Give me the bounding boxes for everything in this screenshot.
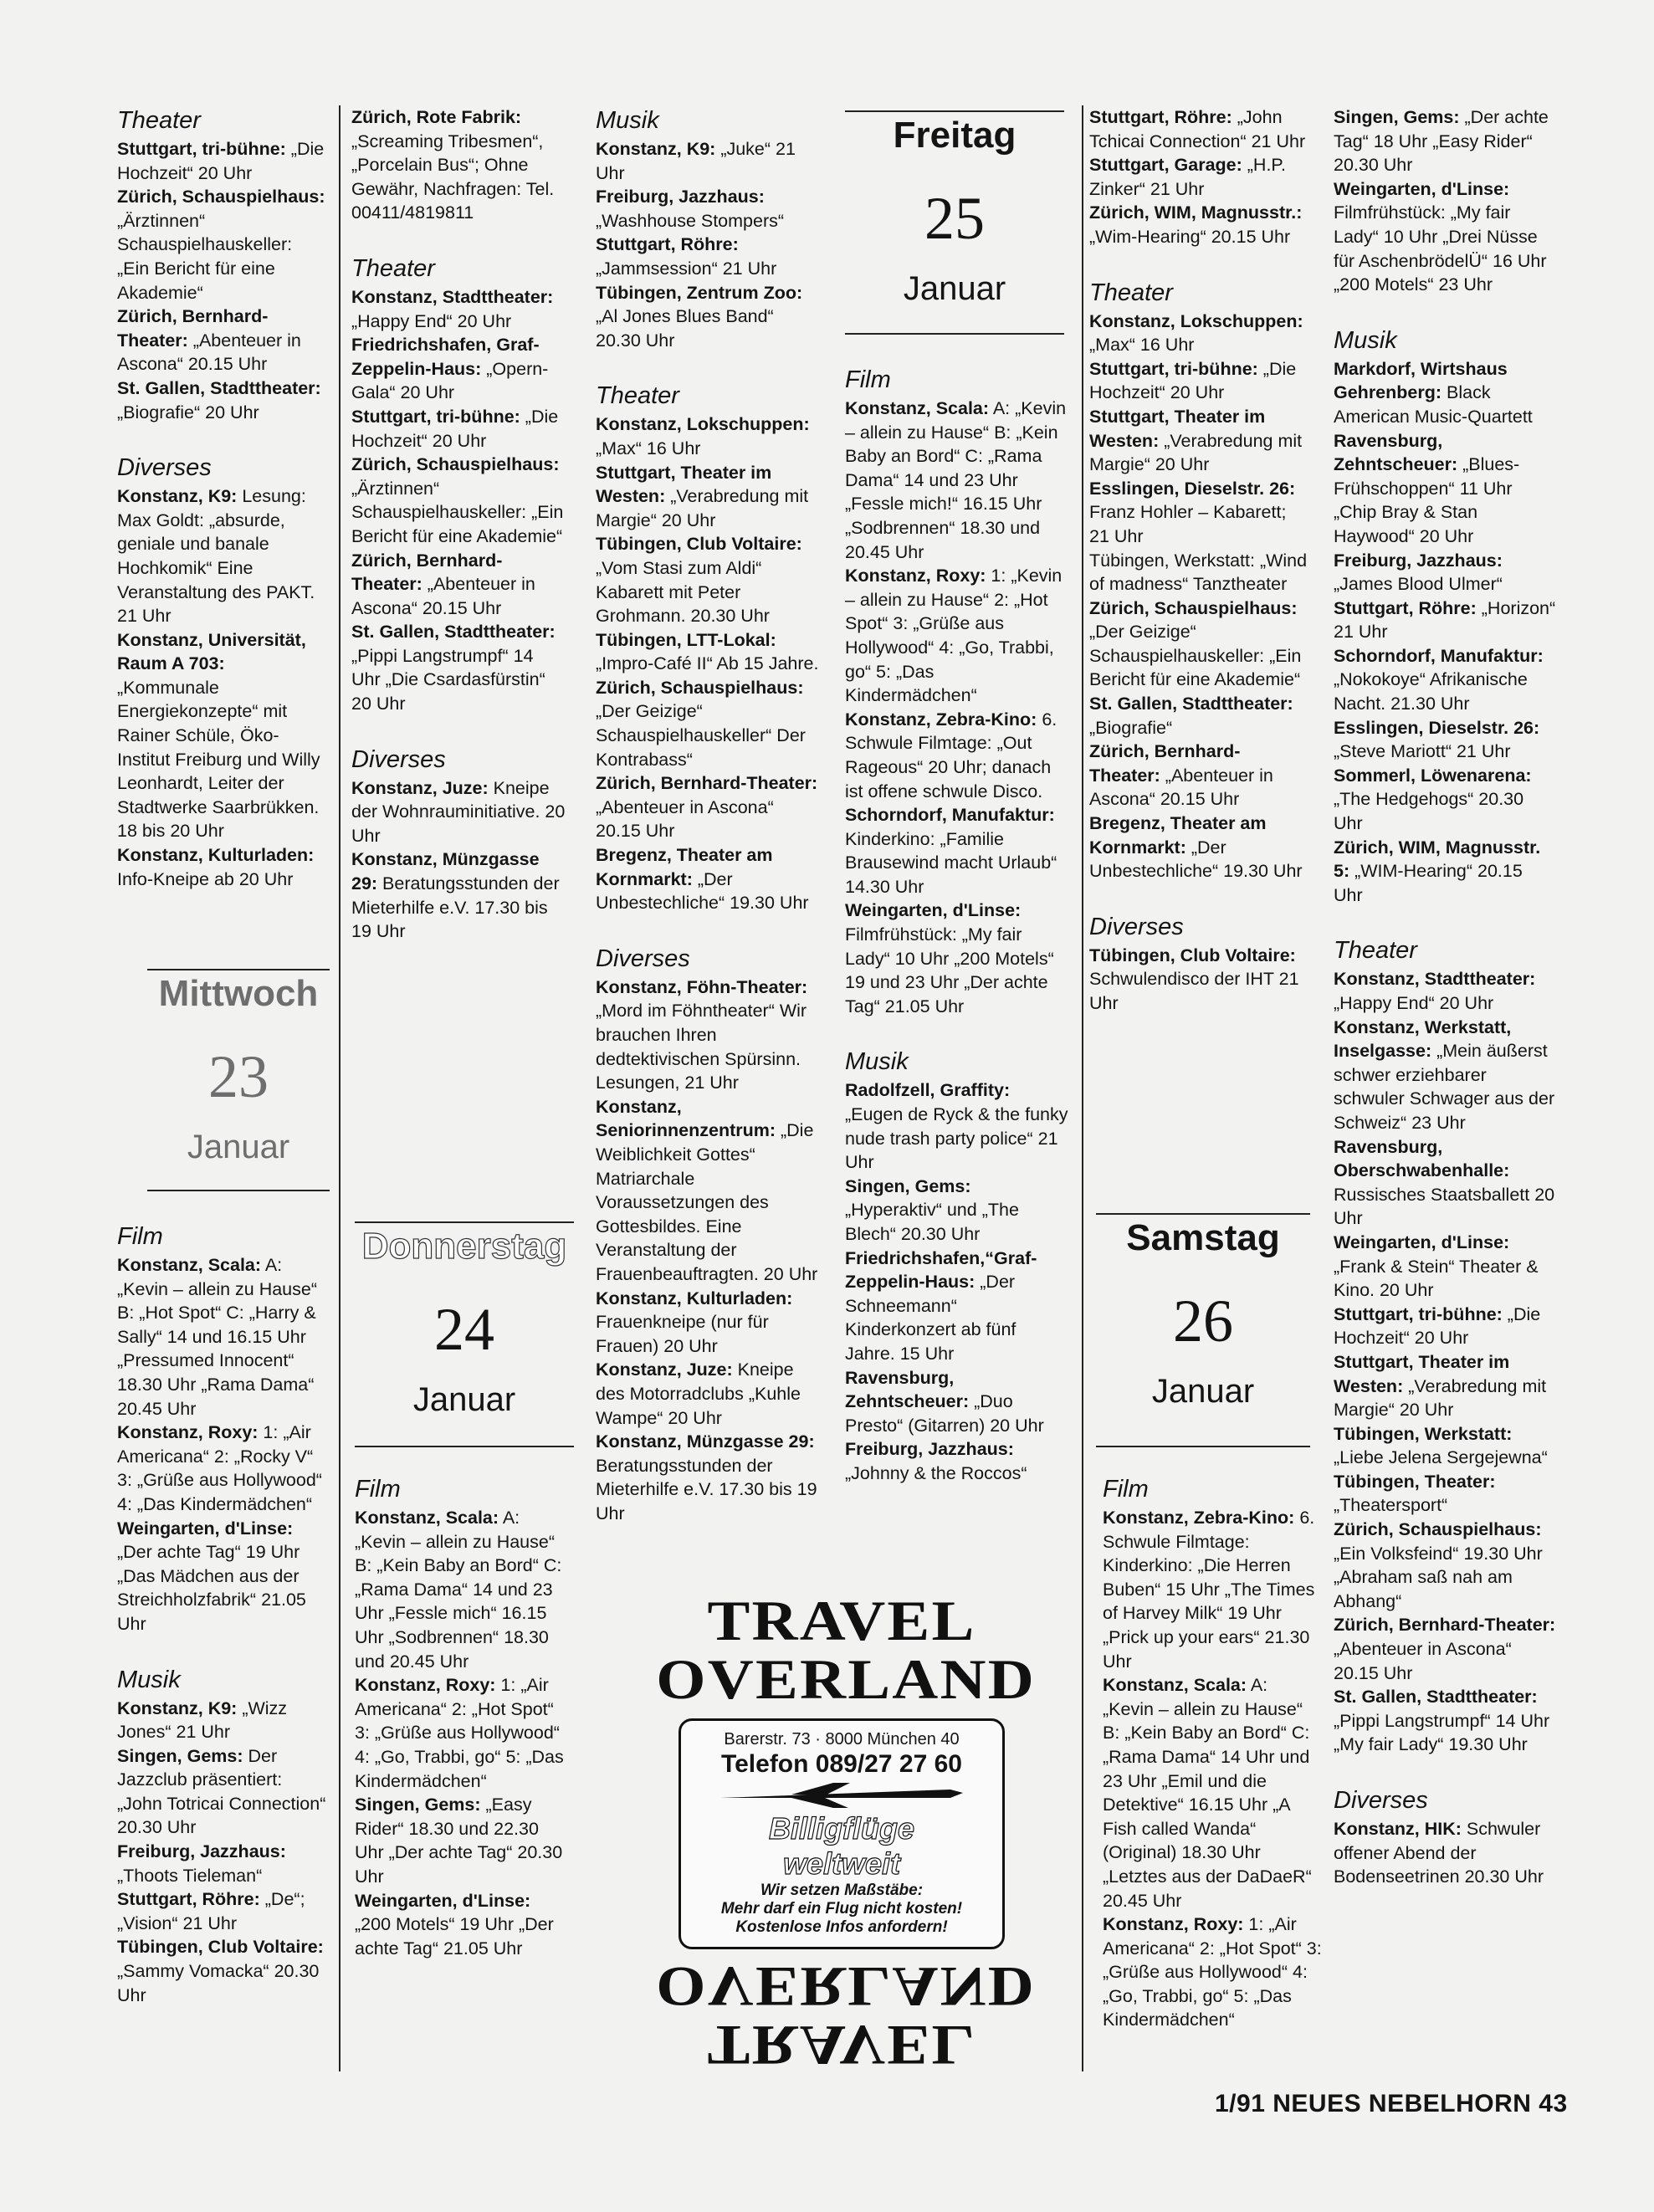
- list-item: Ravensburg, Oberschwabenhalle: Russisches Staatsballett 20 Uhr: [1334, 1136, 1555, 1229]
- ad-title-overland: OVERLAND: [656, 1647, 1036, 1711]
- list-item: Zürich, Bernhard-Theater: „Abenteuer in Ascona“ 20.15 Uhr: [117, 306, 301, 375]
- day-number: 24: [434, 1296, 494, 1363]
- section-title: Theater: [351, 254, 435, 282]
- list-item: Konstanz, Kulturladen: Frauenkneipe (nur für Frauen) 20 Uhr: [596, 1288, 793, 1356]
- list-item: Konstanz, HIK: Schwuler offener Abend der Bodenseetrinen 20.30 Uhr: [1334, 1819, 1544, 1887]
- list-item: Konstanz, Scala: A: „Kevin – allein zu Hause“ B: „Kein Baby an Bord“ C: „Rama Dama“ 14 Uhr und 23 Uhr „Emil und die Detektive“ 16.15 Uhr „A Fish called Wanda“ (Original) 18.30 Uhr „Letztes aus der DaDaeR“ 20.45 Uhr: [1103, 1675, 1312, 1911]
- list-item: Freiburg, Jazzhaus: „Washhouse Stompers“: [596, 187, 785, 231]
- list-item: Stuttgart, Röhre: „De“; „Vision“ 21 Uhr: [117, 1889, 305, 1933]
- list-item: Konstanz, Werkstatt, Inselgasse: „Mein äußerst schwer erziehbarer schwuler Schwager aus der Schweiz“ 23 Uhr: [1334, 1016, 1555, 1133]
- list-item: Tübingen, Club Voltaire: „Sammy Vomacka“ 20.30 Uhr: [117, 1937, 324, 2005]
- list-item: Freiburg, Jazzhaus: „Johnny & the Roccos“: [845, 1439, 1027, 1483]
- column-4: [845, 365, 1071, 1486]
- section-title: Theater: [1089, 279, 1173, 306]
- section-title: Film: [355, 1476, 401, 1503]
- list-item: Konstanz, K9: Lesung: Max Goldt: „absurde, geniale und banale Hochkomik“ Eine Veranstaltung des PAKT. 21 Uhr: [117, 486, 315, 627]
- list-item: Konstanz, Seniorinnenzentrum: „Die Weiblichkeit Gottes“ Matriarchale Voraussetzungen des Gottesbildes. Eine Veranstaltung der Frauenbeauftragten. 20 Uhr: [596, 1096, 818, 1284]
- section-title: Theater: [117, 107, 201, 134]
- list-item: Zürich, WIM, Magnusstr. 5: „WIM-Hearing“ 20.15 Uhr: [1334, 837, 1541, 905]
- list-item: Konstanz, Kulturladen: Info-Kneipe ab 20 Uhr: [117, 845, 315, 889]
- date-header-samstag: [1096, 1213, 1310, 1447]
- list-item: Stuttgart, tri-bühne: „Die Hochzeit“ 20 Uhr: [117, 139, 325, 183]
- list-item: Konstanz, Lokschuppen: „Max“ 16 Uhr: [596, 414, 810, 458]
- list-item: Konstanz, Roxy: 1: „Air Americana“ 2: „Rocky V“ 3: „Grüße aus Hollywood“ 4: „Das Kindermädchen“: [117, 1422, 322, 1514]
- list-item: Konstanz, Roxy: 1: „Kevin – allein zu Hause“ 2: „Hot Spot“ 3: „Grüße aus Hollywood“ 4: „Go, Trabbi, go“ 5: „Das Kindermädchen“: [845, 566, 1063, 706]
- column-5-lower: [1103, 1474, 1322, 2032]
- list-item: Konstanz, Lokschuppen: „Max“ 16 Uhr: [1089, 310, 1303, 356]
- list-item: Schorndorf, Manufaktur: „Nokokoye“ Afrikanische Nacht. 21.30 Uhr: [1334, 645, 1544, 714]
- list-item: Tübingen, Club Voltaire: „Vom Stasi zum Aldi“ Kabarett mit Peter Grohmann. 20.30 Uhr: [596, 534, 802, 627]
- list-item: Konstanz, Münzgasse 29: Beratungsstunden der Mieterhilfe e.V. 17.30 bis 19 Uhr: [596, 1431, 817, 1523]
- section-title: Musik: [596, 107, 659, 134]
- ad-phone: Telefon 089/27 27 60: [721, 1750, 962, 1778]
- column-3: [596, 105, 823, 1525]
- travel-overland-ad: [656, 1589, 1036, 2077]
- list-item: Tübingen, Zentrum Zoo: „Al Jones Blues Band“ 20.30 Uhr: [596, 282, 803, 351]
- column-5: [1089, 105, 1308, 1016]
- list-item: Singen, Gems: „Easy Rider“ 18.30 und 22.30 Uhr „Der achte Tag“ 20.30 Uhr: [355, 1795, 563, 1887]
- list-item: Radolfzell, Graffity: „Eugen de Ryck & the funky nude trash party police“ 21 Uhr: [845, 1080, 1068, 1173]
- day-number: 25: [924, 185, 985, 252]
- list-item: Friedrichshafen,“Graf-Zeppelin-Haus: „Der Schneemann“ Kinderkonzert ab fünf Jahre. 15 Uhr: [845, 1247, 1037, 1364]
- section-title: Film: [845, 366, 891, 393]
- list-item: Tübingen, Club Voltaire: Schwulendisco der IHT 21 Uhr: [1089, 945, 1299, 1013]
- list-item: St. Gallen, Stadttheater: „Pippi Langstrumpf“ 14 Uhr „Die Csardasfürstin“ 20 Uhr: [351, 622, 556, 714]
- list-item: Tübingen, Werkstatt: „Liebe Jelena Sergejewna“: [1334, 1423, 1548, 1468]
- section-title: Film: [117, 1223, 163, 1250]
- list-item: Konstanz, Universität, Raum A 703: „Kommunale Energiekonzepte“ mit Rainer Schüle, Öko-Institut Freiburg und Willy Leonhardt, Leiter der Stadtwerke Saarbrükken. 18 bis 20 Uhr: [117, 629, 320, 842]
- list-item: Stuttgart, Theater im Westen: „Verabredung mit Margie“ 20 Uhr: [596, 462, 809, 530]
- list-item: Weingarten, d'Linse: Filmfrühstück: „My fair Lady“ 10 Uhr „Drei Nüsse für AschenbrödelÜ“ 16 Uhr „200 Motels“ 23 Uhr: [1334, 178, 1547, 295]
- list-item: Markdorf, Wirtshaus Gehrenberg: Black American Music-Quartett: [1334, 358, 1533, 427]
- list-item: Konstanz, Scala: A: „Kevin – allein zu Hause“ B: „Kein Baby an Bord“ C: „Rama Dama“ 14 und 23 Uhr „Fessle mich!“ 16.15 Uhr „Sodbrennen“ 18.30 und 20.45 Uhr: [845, 398, 1067, 562]
- section-title: Theater: [596, 382, 679, 410]
- list-item: Konstanz, Roxy: 1: „Air Americana“ 2: „Hot Spot“ 3: „Grüße aus Hollywood“ 4: „Go, Trabbi, go“ 5: „Das Kindermädchen“: [1103, 1914, 1322, 2030]
- list-item: Weingarten, d'Linse: „Der achte Tag“ 19 Uhr „Das Mädchen aus der Streichholzfabrik“ 21.05 Uhr: [117, 1518, 306, 1634]
- section-title: Diverses: [351, 745, 446, 773]
- section-title: Diverses: [596, 945, 690, 972]
- page-footer: 1/91 NEUES NEBELHORN 43: [1215, 2090, 1568, 2117]
- list-item: St. Gallen, Stadttheater: „Biografie“: [1089, 694, 1293, 738]
- list-item: Singen, Gems: „Der achte Tag“ 18 Uhr „Easy Rider“ 20.30 Uhr: [1334, 107, 1549, 176]
- list-item: Konstanz, Münzgasse 29: Beratungsstunden der Mieterhilfe e.V. 17.30 bis 19 Uhr: [351, 849, 560, 942]
- section-title: Diverses: [117, 454, 212, 482]
- section-title: Theater: [1334, 937, 1417, 965]
- date-header-donnerstag: [355, 1221, 574, 1447]
- list-item: Sommerl, Löwenarena: „The Hedgehogs“ 20.30 Uhr: [1334, 765, 1532, 834]
- list-item: Tübingen, Werkstatt: „Wind of madness“ Tanztheater: [1089, 550, 1308, 595]
- column-1: [117, 105, 326, 891]
- list-item: Schorndorf, Manufaktur: Kinderkino: „Familie Brausewind macht Urlaub“ 14.30 Uhr: [845, 805, 1057, 897]
- section-title: Film: [1103, 1476, 1149, 1503]
- list-item: Konstanz, Scala: A: „Kevin – allein zu Hause“ B: „Hot Spot“ C: „Harry & Sally“ 14 und 16.15 Uhr „Pressumed Innocent“ 18.30 Uhr „Rama Dama“ 20.45 Uhr: [117, 1255, 318, 1419]
- column-1-lower: [117, 1221, 326, 2007]
- month-label: Januar: [412, 1381, 516, 1418]
- list-item: Stuttgart, tri-bühne: „Die Hochzeit“ 20 Uhr: [1334, 1303, 1541, 1349]
- ad-title-travel: TRAVEL: [707, 1589, 976, 1652]
- list-item: Bregenz, Theater am Kornmarkt: „Der Unbestechliche“ 19.30 Uhr: [596, 845, 809, 914]
- list-item: Ravensburg, Zehntscheuer: „Duo Presto“ (Gitarren) 20 Uhr: [845, 1367, 1044, 1436]
- list-item: Stuttgart, Röhre: „Horizon“ 21 Uhr: [1334, 597, 1556, 643]
- list-item: Stuttgart, Theater im Westen: „Verabredung mit Margie“ 20 Uhr: [1089, 406, 1303, 475]
- ad-title-overland-mirrored: OVERLAND: [656, 1955, 1036, 2019]
- section-title: Diverses: [1334, 1787, 1428, 1814]
- column-2: [351, 105, 567, 944]
- list-item: Tübingen, LTT-Lokal: „Impro-Café II“ Ab 15 Jahre.: [596, 629, 819, 674]
- day-number: 23: [208, 1043, 269, 1110]
- list-item: Konstanz, Scala: A: „Kevin – allein zu Hause“ B: „Kein Baby an Bord“ C: „Rama Dama“ 14 und 23 Uhr „Fessle mich“ 16.15 Uhr „Sodbrennen“ 18.30 und 20.45 Uhr: [355, 1508, 562, 1672]
- list-item: Zürich, Bernhard-Theater: „Abenteuer in Ascona“ 20.15 Uhr: [1089, 741, 1273, 810]
- list-item: Konstanz, Stadttheater: „Happy End“ 20 Uhr: [1334, 969, 1536, 1013]
- weekday-label: Donnerstag: [361, 1226, 567, 1267]
- list-item: Konstanz, Zebra-Kino: 6. Schwule Filmtage: „Out Rageous“ 20 Uhr; danach ist offene schwule Disco.: [845, 709, 1057, 801]
- ad-headline-2: weltweit: [782, 1846, 901, 1881]
- section-title: Diverses: [1089, 913, 1184, 940]
- list-item: Stuttgart, Garage: „H.P. Zinker“ 21 Uhr: [1089, 155, 1286, 199]
- list-item: Konstanz, Juze: Kneipe der Wohnrauminitiative. 20 Uhr: [351, 777, 566, 846]
- ad-card: [678, 1718, 1005, 1949]
- list-item: Konstanz, Juze: Kneipe des Motorradclubs „Kuhle Wampe“ 20 Uhr: [596, 1359, 801, 1428]
- list-item: Stuttgart, Röhre: „Jammsession“ 21 Uhr: [596, 234, 777, 279]
- list-item: Stuttgart, Theater im Westen: „Verabredung mit Margie“ 20 Uhr: [1334, 1351, 1547, 1421]
- list-item: Ravensburg, Zehntscheuer: „Blues-Frühschoppen“ 11 Uhr „Chip Bray & Stan Haywood“ 20 Uhr: [1334, 430, 1520, 546]
- list-item: Zürich, Bernhard-Theater: „Abenteuer in Ascona“ 20.15 Uhr: [1334, 1615, 1556, 1683]
- list-item: Zürich, Schauspielhaus: „Ein Volksfeind“ 19.30 Uhr „Abraham saß nah am Abhang“: [1334, 1519, 1543, 1611]
- date-header-freitag: [845, 110, 1064, 335]
- list-item: Stuttgart, tri-bühne: „Die Hochzeit“ 20 Uhr: [351, 406, 559, 451]
- date-header-mittwoch: [147, 969, 330, 1191]
- list-item: Zürich, WIM, Magnusstr.: „Wim-Hearing“ 20.15 Uhr: [1089, 202, 1303, 247]
- list-item: Konstanz, Roxy: 1: „Air Americana“ 2: „Hot Spot“ 3: „Grüße aus Hollywood“ 4: „Go, Trabbi, go“ 5: „Das Kindermädchen“: [355, 1675, 564, 1791]
- section-title: Musik: [1334, 326, 1397, 354]
- section-title: Musik: [117, 1666, 181, 1693]
- ad-slogan-2: Mehr darf ein Flug nicht kosten!: [720, 1900, 963, 1918]
- ad-slogan-1: Wir setzen Maßstäbe:: [760, 1882, 924, 1899]
- weekday-label: Freitag: [893, 115, 1016, 156]
- month-label: Januar: [187, 1129, 290, 1165]
- list-item: Konstanz, K9: „Juke“ 21 Uhr: [596, 139, 796, 183]
- list-item: Friedrichshafen, Graf-Zeppelin-Haus: „Opern-Gala“ 20 Uhr: [351, 335, 549, 403]
- list-item: St. Gallen, Stadttheater: „Pippi Langstrumpf“ 14 Uhr „My fair Lady“ 19.30 Uhr: [1334, 1687, 1550, 1755]
- ad-headline-1: Billigflüge: [769, 1811, 914, 1846]
- list-item: Konstanz, Föhn-Theater: „Mord im Föhntheater“ Wir brauchen Ihren dedtektivischen Spürsinn. Lesungen, 21 Uhr: [596, 976, 808, 1093]
- list-item: Stuttgart, tri-bühne: „Die Hochzeit“ 20 Uhr: [1089, 358, 1297, 403]
- list-item: Konstanz, K9: „Wizz Jones“ 21 Uhr: [117, 1697, 288, 1743]
- list-item: Stuttgart, Röhre: „John Tchicai Connection“ 21 Uhr: [1089, 107, 1306, 151]
- list-item: Weingarten, d'Linse: Filmfrühstück: „My fair Lady“ 10 Uhr „200 Motels“ 19 und 23 Uhr „Der achte Tag“ 21.05 Uhr: [845, 900, 1054, 1016]
- list-item: Zürich, Schauspielhaus: „Der Geizige“ Schauspielhauskeller: „Ein Bericht für eine Akademie“: [1089, 597, 1302, 690]
- weekday-label: Samstag: [1126, 1217, 1280, 1258]
- list-item: Konstanz, Zebra-Kino: 6. Schwule Filmtage: Kinderkino: „Die Herren Buben“ 15 Uhr „The Times of Harvey Milk“ 19 Uhr „Prick up your ears“ 21.30 Uhr: [1103, 1508, 1315, 1672]
- column-rule: [1082, 105, 1083, 2071]
- ad-title-travel-mirrored: TRAVEL: [707, 2014, 976, 2077]
- list-item: Esslingen, Dieselstr. 26: Franz Hohler – Kabarett; 21 Uhr: [1089, 478, 1296, 546]
- month-label: Januar: [903, 270, 1006, 307]
- month-label: Januar: [1151, 1373, 1255, 1410]
- list-item: Zürich, Bernhard-Theater: „Abenteuer in Ascona“ 20.15 Uhr: [596, 773, 818, 842]
- list-item: St. Gallen, Stadttheater: „Biografie“ 20 Uhr: [117, 377, 321, 422]
- list-item: Weingarten, d'Linse: „200 Motels“ 19 Uhr „Der achte Tag“ 21.05 Uhr: [355, 1890, 554, 1959]
- day-number: 26: [1173, 1288, 1233, 1354]
- list-item: Esslingen, Dieselstr. 26: „Steve Mariott“ 21 Uhr: [1334, 717, 1540, 762]
- list-item: Freiburg, Jazzhaus: „Thoots Tieleman“: [117, 1841, 286, 1886]
- list-item: Singen, Gems: „Hyperaktiv“ und „The Blech“ 20.30 Uhr: [845, 1175, 1019, 1244]
- list-item: Weingarten, d'Linse: „Frank & Stein“ Theater & Kino. 20 Uhr: [1334, 1231, 1539, 1301]
- column-6: [1334, 105, 1556, 1889]
- list-item: Zürich, Schauspielhaus: „Der Geizige“ Schauspielhauskeller“ Der Kontrabass“: [596, 677, 806, 770]
- list-item: Tübingen, Theater: „Theatersport“: [1334, 1471, 1496, 1516]
- list-item: Zürich, Schauspielhaus: „Ärztinnen“ Schauspielhauskeller: „Ein Bericht für eine Akademie“: [351, 454, 564, 546]
- list-item: Zürich, Rote Fabrik: „Screaming Tribesmen“, „Porcelain Bus“; Ohne Gewähr, Nachfragen: Tel. 00411/4819811: [351, 107, 555, 223]
- list-item: Singen, Gems: Der Jazzclub präsentiert: „John Totricai Connection“ 20.30 Uhr: [117, 1745, 326, 1838]
- list-item: Zürich, Schauspielhaus: „Ärztinnen“ Schauspielhauskeller: „Ein Bericht für eine Akademie“: [117, 187, 325, 303]
- column-rule: [339, 105, 341, 2071]
- list-item: Bregenz, Theater am Kornmarkt: „Der Unbestechliche“ 19.30 Uhr: [1089, 813, 1303, 882]
- ad-address: Barerstr. 73 · 8000 München 40: [724, 1730, 960, 1749]
- section-title: Musik: [845, 1048, 909, 1076]
- list-item: Zürich, Bernhard-Theater: „Abenteuer in Ascona“ 20.15 Uhr: [351, 550, 535, 618]
- ad-slogan-3: Kostenlose Infos anfordern!: [735, 1918, 948, 1936]
- weekday-label: Mittwoch: [158, 973, 319, 1014]
- airplane-icon: [716, 1781, 967, 1810]
- column-2-lower: [355, 1474, 571, 1960]
- list-item: Konstanz, Stadttheater: „Happy End“ 20 Uhr: [351, 286, 554, 331]
- list-item: Freiburg, Jazzhaus: „James Blood Ulmer“: [1334, 550, 1503, 595]
